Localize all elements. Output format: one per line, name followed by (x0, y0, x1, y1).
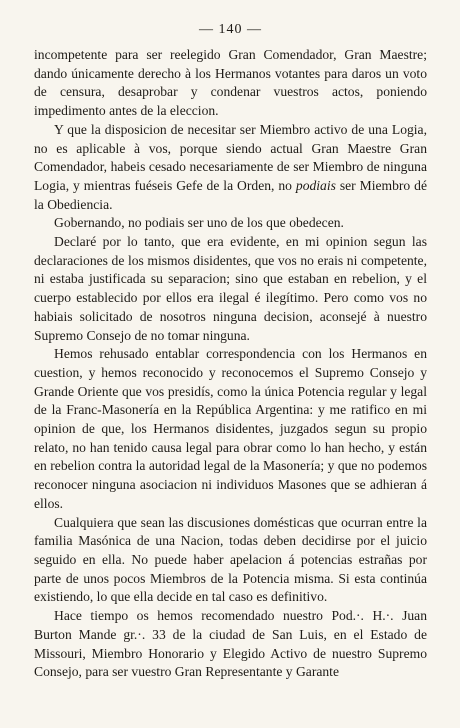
paragraph-2-italic: podiais (295, 177, 336, 193)
paragraph-7: Hace tiempo os hemos recomendado nuestro Pod.·. H.·. Juan Burton Mande gr.·. 33 de la ciudad de San Luis, en el Estado de Missouri, Miembro Honorario y Elegido Activo de nuestro Supremo Consejo, para ser vuestro Gran Representante y Garante (34, 608, 427, 680)
paragraph-3: Gobernando, no podiais ser uno de los que obedecen. (54, 215, 344, 231)
paragraph-6: Cualquiera que sean las discusiones domésticas que ocurran entre la familia Masónica de una Nacion, todas deben decidirse por el juicio seguido en ella. No puede haber apelacion á potencias estrañas por parte de unos pocos Miembros de la Potencia misma. Si esta continúa existiendo, lo que ella decide en tal caso es definitivo. (34, 514, 427, 605)
page-number-header: — 140 — (199, 22, 262, 37)
paragraph-2-after: ser Miembro dé la Obediencia. (34, 177, 427, 212)
paragraph-2 (34, 121, 427, 215)
paragraph-2-before: Y que la disposicion de necesitar ser Miembro activo de una Logia, no es aplicable à vos, porque siendo actual Gran Maestre Gran Comendador, habeis cesado necesariamente de ser Miembro de ninguna Logia, y mientras fuéseis Gefe de la Orden, no (34, 121, 427, 193)
paragraph-5: Hemos rehusado entablar correspondencia con los Hermanos en cuestion, y hemos reconocido y reconocemos el Supremo Consejo y Grande Oriente que vos presidís, como la única Potencia regular y legal de la Franc-Masonería en la República Argentina: y me ratifico en mi opinion de que, los Hermanos disidentes, juzgados segun su propio relato, no han tenido causa legal para obrar como lo han hecho, y están en rebelion contra la autoridad legal de la Masonería; y que no podemos reconocer ninguna asociacion ni individuos Masones que se adhieran á ellos. (34, 346, 427, 511)
paragraph-4: Declaré por lo tanto, que era evidente, en mi opinion segun las declaraciones de los mismos disidentes, que vos no erais ni competente, ni estaba justificada su separacion; sino que estaban en rebelion, y el cuerpo establecido por ellos era ilegal é ilegítimo. Pero como vos no habiais solicitado de nosotros ninguna decision, aconsejé à nuestro Supremo Consejo de no tomar ninguna. (34, 234, 427, 343)
paragraph-1: incompetente para ser reelegido Gran Comendador, Gran Maestre; dando únicamente derecho à los Hermanos votantes para daros un voto de censura, desaprobar y condenar vuestros actos, poniendo impedimento antes de la eleccion. (34, 47, 427, 119)
